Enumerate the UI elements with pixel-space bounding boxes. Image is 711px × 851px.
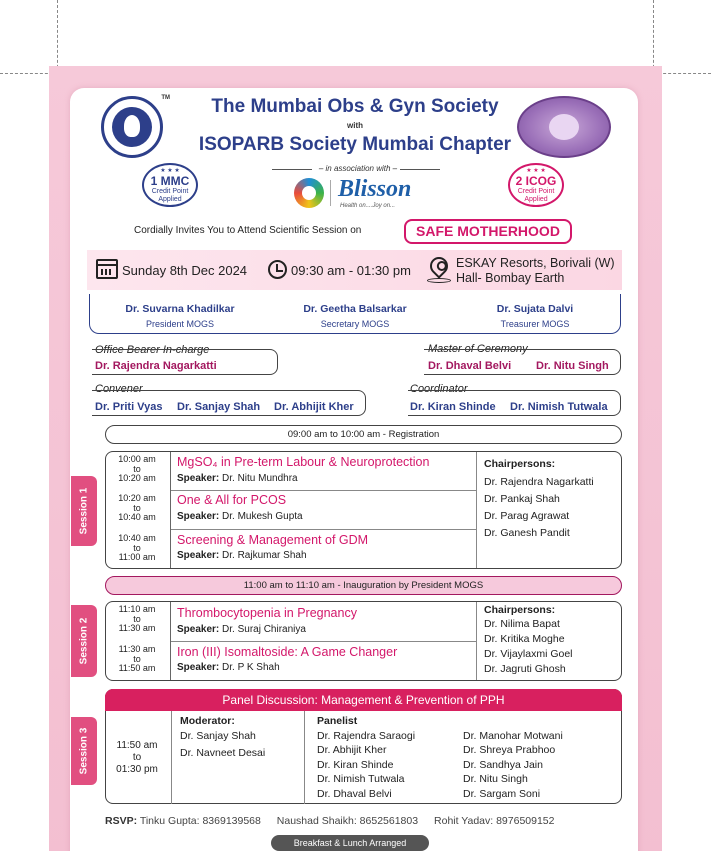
rsvp-contact-1: Tinku Gupta: 8369139568	[139, 815, 261, 827]
panelist-3: Dr. Kiran Shinde	[317, 759, 394, 771]
officer-president: Dr. Suvarna Khadilkar President MOGS	[125, 303, 235, 329]
session-1-time-divider	[170, 452, 171, 568]
session-1-chair-4: Dr. Ganesh Pandit	[484, 527, 570, 539]
topic-badge: SAFE MOTHERHOOD	[404, 219, 572, 244]
meals-pill: Breakfast & Lunch Arranged	[271, 835, 429, 851]
registration-pill: 09:00 am to 10:00 am - Registration	[105, 425, 622, 444]
panelist-8: Dr. Sandhya Jain	[463, 759, 543, 771]
invitation-text: Cordially Invites You to Attend Scientific Session on	[134, 225, 362, 236]
blisson-logo: Blisson Health on....Joy on...	[294, 176, 424, 212]
talk-1-speaker: Speaker: Dr. Nitu Mundhra	[177, 473, 298, 484]
session-3-time-divider	[171, 711, 172, 804]
moc-name-2: Dr. Nitu Singh	[536, 360, 609, 372]
session-2-chair-1: Dr. Nilima Bapat	[484, 618, 560, 630]
session-1-chair-2: Dr. Pankaj Shah	[484, 493, 560, 505]
talk-1-time: 10:00 am to 10:20 am	[118, 454, 156, 483]
session-3-tab: Session 3	[71, 717, 97, 785]
coordinator-1: Dr. Kiran Shinde	[410, 401, 496, 413]
office-bearer-name: Dr. Rajendra Nagarkatti	[95, 360, 217, 372]
moc-name-1: Dr. Dhaval Belvi	[428, 360, 512, 372]
officer-secretary: Dr. Geetha Balsarkar Secretary MOGS	[303, 303, 407, 329]
talk-5-time: 11:30 am to 11:50 am	[118, 644, 156, 673]
session-1-chair-label: Chairpersons:	[484, 458, 556, 470]
rsvp-line: RSVP: Tinku Gupta: 8369139568 Naushad Shaikh: 8652561803 Rohit Yadav: 8976509152	[105, 815, 555, 827]
talk-2-time: 10:20 am to 10:40 am	[118, 493, 156, 522]
calendar-icon	[96, 259, 118, 279]
session-1-sep-2	[171, 529, 476, 530]
panelist-2: Dr. Abhijit Kher	[317, 744, 387, 756]
moderator-2: Dr. Navneet Desai	[180, 747, 266, 759]
mogs-logo: TM	[101, 96, 163, 158]
event-date: Sunday 8th Dec 2024	[122, 263, 248, 278]
moderator-1: Dr. Sanjay Shah	[180, 730, 256, 742]
assoc-line-right	[400, 169, 440, 170]
convener-2: Dr. Sanjay Shah	[177, 401, 261, 413]
session-2-chair-4: Dr. Jagruti Ghosh	[484, 663, 566, 675]
blisson-mark-icon	[294, 178, 324, 208]
office-bearer-label: Office Bearer In-charge	[95, 344, 210, 356]
title-isoparb: ISOPARB Society Mumbai Chapter	[198, 134, 512, 155]
panel-time: 11:50 am to 01:30 pm	[116, 740, 158, 775]
session-2-chair-2: Dr. Kritika Moghe	[484, 633, 565, 645]
event-time: 09:30 am - 01:30 pm	[291, 263, 411, 278]
coordinator-2: Dr. Nimish Tutwala	[510, 401, 608, 413]
talk-4-time: 11:10 am to 11:30 am	[118, 604, 156, 633]
session-1-chair-divider	[476, 452, 477, 568]
assoc-line-left	[272, 169, 312, 170]
talk-3-title: Screening & Management of GDM	[177, 533, 369, 547]
panelist-4: Dr. Nimish Tutwala	[317, 773, 405, 785]
talk-1-title: MgSO₄ in Pre-term Labour & Neuroprotection	[177, 455, 430, 469]
talk-5-title: Iron (III) Isomaltoside: A Game Changer	[177, 645, 398, 659]
moc-label: Master of Ceremony	[428, 343, 528, 355]
moderator-label: Moderator:	[180, 715, 235, 727]
talk-4-speaker: Speaker: Dr. Suraj Chiraniya	[177, 624, 306, 635]
convener-label: Convener	[95, 383, 143, 395]
talk-3-speaker: Speaker: Dr. Rajkumar Shah	[177, 550, 307, 561]
icog-credit-badge: ★ ★ ★ 2 ICOG Credit Point Applied	[508, 163, 564, 207]
event-venue: ESKAY Resorts, Borivali (W) Hall- Bombay Earth	[456, 256, 615, 285]
session-1-sep-1	[171, 490, 476, 491]
session-3-moderator-divider	[304, 711, 305, 804]
coordinator-label: Coordinator	[410, 383, 468, 395]
session-1-chair-1: Dr. Rajendra Nagarkatti	[484, 476, 594, 488]
panelist-label: Panelist	[317, 715, 358, 727]
title-mogs: The Mumbai Obs & Gyn Society	[211, 96, 499, 117]
convener-1: Dr. Priti Vyas	[95, 401, 163, 413]
session-2-chair-divider	[476, 602, 477, 680]
talk-2-speaker: Speaker: Dr. Mukesh Gupta	[177, 511, 303, 522]
panel-discussion-title: Panel Discussion: Management & Prevention of PPH	[105, 689, 622, 711]
panelist-6: Dr. Manohar Motwani	[463, 730, 563, 742]
rsvp-contact-3: Rohit Yadav: 8976509152	[434, 815, 555, 827]
panelist-1: Dr. Rajendra Saraogi	[317, 730, 416, 742]
session-2-chair-label: Chairpersons:	[484, 604, 556, 616]
convener-3: Dr. Abhijit Kher	[274, 401, 354, 413]
session-2-tab: Session 2	[71, 605, 97, 677]
panelist-10: Dr. Sargam Soni	[463, 788, 541, 800]
inauguration-pill: 11:00 am to 11:10 am - Inauguration by President MOGS	[105, 576, 622, 595]
clock-icon	[268, 260, 287, 279]
rsvp-contact-2: Naushad Shaikh: 8652561803	[276, 815, 419, 827]
association-text: – in association with –	[318, 164, 398, 173]
officer-treasurer: Dr. Sujata Dalvi Treasurer MOGS	[496, 303, 574, 329]
title-with: with	[347, 121, 363, 130]
talk-3-time: 10:40 am to 11:00 am	[118, 533, 156, 562]
panelist-7: Dr. Shreya Prabhoo	[463, 744, 556, 756]
session-1-tab: Session 1	[71, 476, 97, 546]
talk-2-title: One & All for PCOS	[177, 493, 287, 507]
session-1-chair-3: Dr. Parag Agrawat	[484, 510, 570, 522]
talk-5-speaker: Speaker: Dr. P K Shah	[177, 662, 280, 673]
session-2-sep	[171, 641, 476, 642]
location-pin-base	[427, 278, 451, 283]
talk-4-title: Thrombocytopenia in Pregnancy	[177, 606, 357, 620]
panelist-5: Dr. Dhaval Belvi	[317, 788, 392, 800]
mmc-credit-badge: ★ ★ ★ 1 MMC Credit Point Applied	[142, 163, 198, 207]
session-2-chair-3: Dr. Vijaylaxmi Goel	[484, 648, 573, 660]
panelist-9: Dr. Nitu Singh	[463, 773, 528, 785]
